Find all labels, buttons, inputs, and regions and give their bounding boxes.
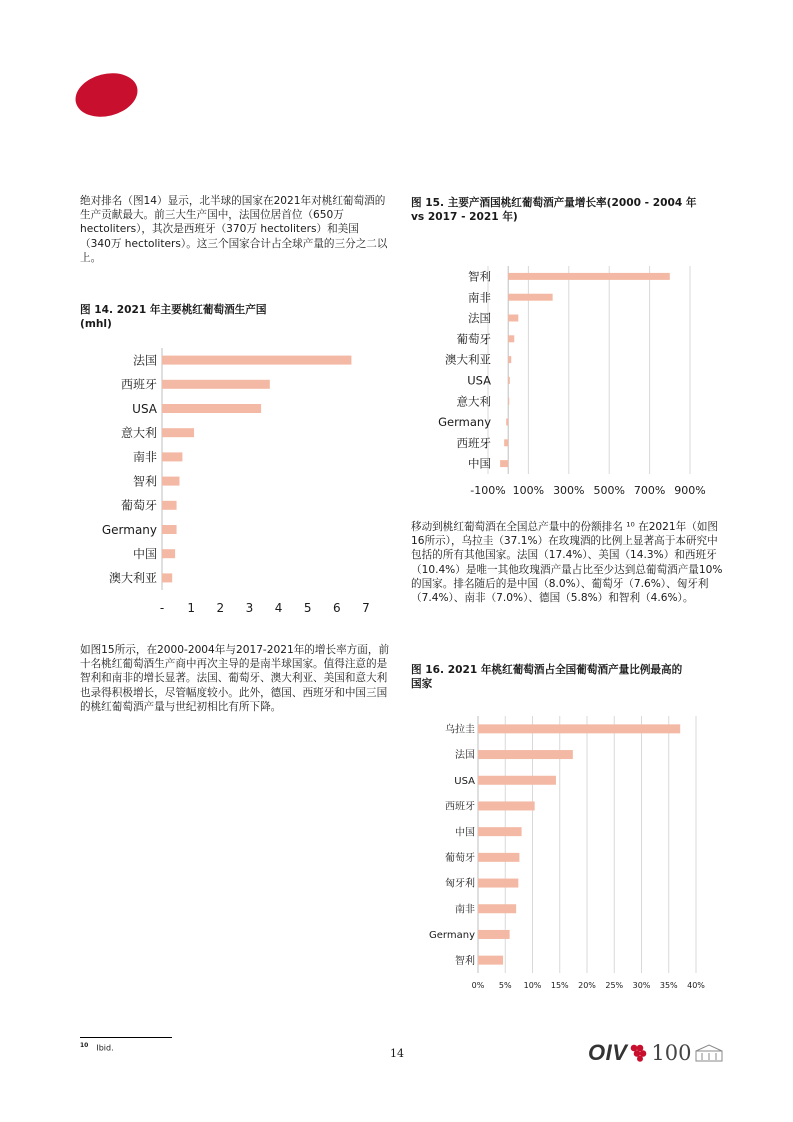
category-label: Germany [101,522,157,537]
fig14-bar-chart [80,340,380,620]
bar [162,525,177,534]
tick-label: 700% [633,484,666,497]
tick-label: 300% [553,484,585,497]
bar [508,377,510,384]
oiv-logo [588,1040,723,1066]
category-label: 西班牙 [120,377,157,392]
tick-label: 7 [362,601,370,615]
bar [162,549,175,558]
category-label: 中国 [455,827,475,839]
bar [508,335,514,342]
bar [478,724,680,733]
tick-label: 25% [605,981,624,990]
bar [478,930,510,939]
category-label: 西班牙 [456,435,491,450]
tick-label: - [159,601,165,615]
bar [508,294,552,301]
bar [478,750,573,759]
tick-label: 15% [550,981,569,990]
category-label: 意大利 [456,394,491,409]
category-label: 法国 [468,311,491,326]
logo-text: OIV [588,1040,628,1065]
bar [478,956,503,965]
intro-paragraph: 绝对排名（图14）显示，北半球的国家在2021年对桃红葡萄酒的生产贡献最大。前三大生产国中，法国位居首位（650万 hectoliters），其次是西班牙（370万 hectoliters）和美国（340万 hectoliters）。这三个国家合计占全球产量的三分之二以上。 [80,195,388,264]
category-label: 葡萄牙 [445,852,475,864]
bar [478,827,522,836]
category-label: 中国 [132,547,157,562]
category-label: 葡萄牙 [120,498,157,513]
tick-label: 1 [187,601,195,615]
tick-label: 40% [687,981,705,990]
bar [162,428,194,437]
tick-label: 30% [632,981,651,990]
tick-label: 0% [471,981,485,990]
category-label: 意大利 [120,426,157,441]
category-label: 南非 [132,450,157,465]
tick-label: 4 [274,601,283,615]
category-label: 法国 [132,353,157,368]
tick-label: 20% [578,981,596,990]
category-label: 智利 [132,474,157,489]
bar [500,460,508,467]
bar [478,776,556,785]
growth-paragraph: 如图15所示，在2000-2004年与2017-2021年的增长率方面，前十名桃红葡萄酒生产商中再次主导的是南半球国家。值得注意的是智利和南非的增长显著。法国、葡萄牙、澳大利亚、美国和意大利也录得积极增长，尽管幅度较小。此外，德国、西班牙和中国三国的桃红葡萄酒产量与世纪初相比有所下降。 [80,644,390,713]
bar [478,904,516,913]
share-paragraph: 移动到桃红葡萄酒在全国总产量中的份额排名 ¹⁰ 在2021年（如图16所示），乌拉圭（37.1%）在玫瑰酒的比例上显著高于本研究中包括的所有其他国家。法国（17.4%）、美国（14.3%）和西班牙（10.4%）是唯一其他玫瑰酒产量占比至少达到总葡萄酒产量10%的国家。排名随后的是中国（8.0%）、葡萄牙（7.6%）、匈牙利（7.4%）、南非（7.0%）、德国（5.8%）和智利（4.6%）。 [411,521,723,605]
tick-label: 500% [593,484,625,497]
category-label: 澳大利亚 [445,352,491,367]
bar [162,501,177,510]
bar [508,398,509,405]
category-label: USA [467,373,491,388]
bar [478,853,519,862]
bar [162,356,351,365]
category-label: 南非 [455,904,475,916]
category-label: USA [132,401,157,416]
bar [162,380,270,389]
bar [508,356,511,363]
tick-label: 10% [523,981,542,990]
grape-icon [630,1044,648,1062]
bar [162,573,172,582]
bar [478,801,535,810]
category-label: 乌拉圭 [445,724,475,736]
logo-number: 100 [651,1041,692,1065]
tick-label: -100% [470,484,506,497]
tick-label: 5 [303,601,312,615]
category-label: 智利 [468,269,491,284]
bar [508,273,670,280]
footnote-rule [80,1037,172,1038]
category-label: USA [454,775,475,787]
tick-label: 900% [674,484,706,497]
fig16-bar-chart [408,712,718,997]
tick-label: 100% [512,484,545,497]
category-label: 匈牙利 [445,878,475,890]
category-label: 南非 [468,290,491,305]
brand-red-blob [71,67,142,123]
fig16-title: 图 16. 2021 年桃红葡萄酒占全国葡萄酒产量比例最高的国家 [411,664,683,691]
category-label: Germany [429,930,475,942]
bar [162,404,261,413]
fig14-title: 图 14. 2021 年主要桃红葡萄酒生产国(mhl) [80,304,267,331]
bar [478,879,518,888]
tick-label: 2 [216,601,225,615]
category-label: 澳大利亚 [108,571,157,586]
category-label: 法国 [455,750,475,762]
tick-label: 5% [498,981,512,990]
page-number: 14 [390,1047,404,1060]
tick-label: 6 [333,601,341,615]
bar [508,315,518,322]
category-label: 西班牙 [445,801,475,813]
bar [506,419,508,426]
bar [162,452,182,461]
bar [162,477,179,486]
footnote [80,1042,114,1053]
tick-label: 35% [659,981,678,990]
bar [504,439,508,446]
category-label: 智利 [455,955,475,967]
category-label: Germany [438,415,491,430]
footnote-mark: 10 [80,1042,89,1049]
category-label: 葡萄牙 [456,331,491,346]
fig15-bar-chart [408,262,708,502]
building-icon [695,1044,723,1062]
footnote-text: Ibid. [96,1043,114,1053]
category-label: 中国 [468,456,491,471]
fig15-title: 图 15. 主要产酒国桃红葡萄酒产量增长率(2000 - 2004 年 vs 2017 - 2021 年) [411,197,697,224]
tick-label: 3 [245,601,254,615]
